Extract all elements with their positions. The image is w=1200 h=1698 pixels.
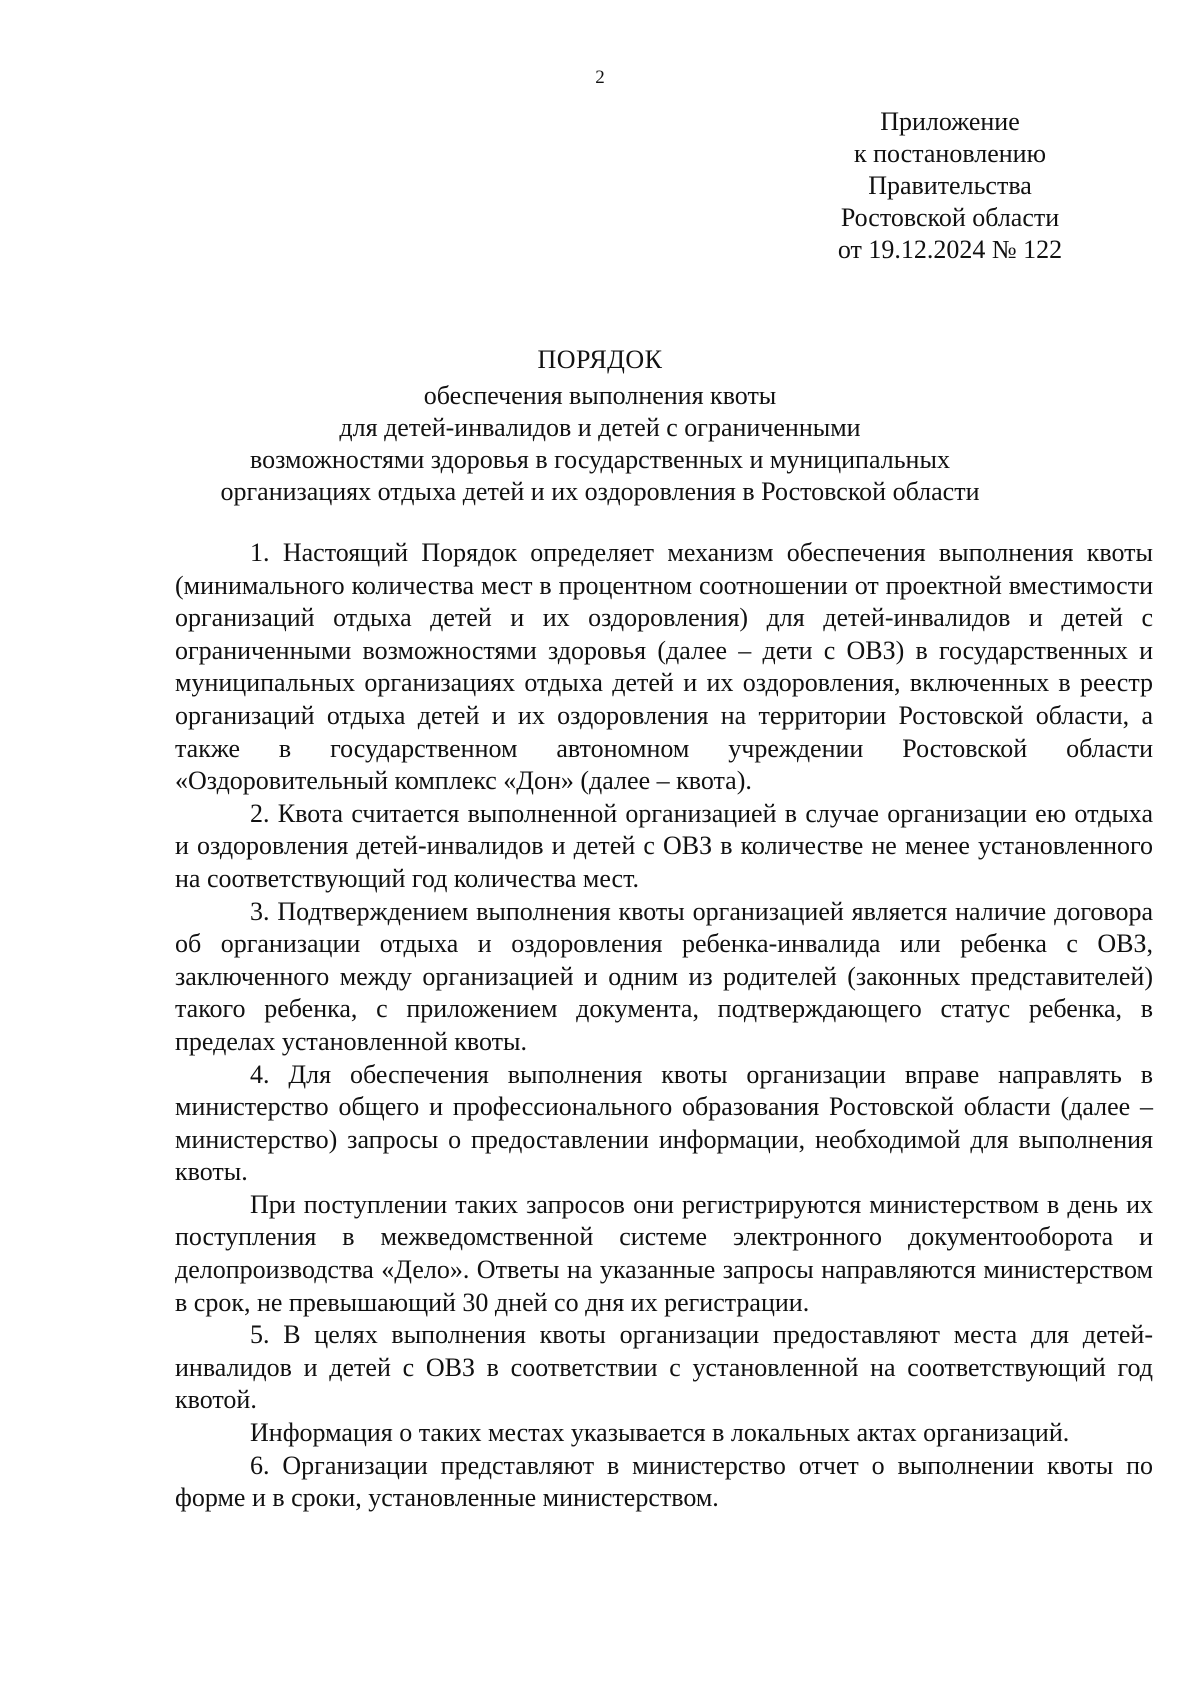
title-line-3: возможностями здоровья в государственных и муниципальных: [250, 445, 950, 474]
paragraph-2: 2. Квота считается выполненной организацией в случае организации ею отдыха и оздоровления детей-инвалидов и детей с ОВЗ в количестве не менее установленного на соответствующий год количества мест.: [175, 798, 1153, 893]
appendix-line-1: Приложение: [880, 107, 1020, 136]
paragraph-5-continued: Информация о таких местах указывается в локальных актах организаций.: [250, 1418, 1070, 1448]
title-line-2: для детей-инвалидов и детей с ограниченными: [339, 413, 861, 442]
appendix-line-4: Ростовской области: [840, 203, 1060, 232]
title-line-1: обеспечения выполнения квоты: [423, 381, 777, 410]
appendix-line-5: от 19.12.2024 № 122: [837, 235, 1063, 264]
paragraph-1: 1. Настоящий Порядок определяет механизм обеспечения выполнения квоты (минимального количества мест в процентном соотношении от проектной вместимости организаций отдыха детей и их оздоровления) для детей-инвалидов и детей с ограниченными возможностями здоровья (далее – дети с ОВЗ) в государственных и муниципальных организациях отдыха детей и их оздоровления, включенных в реестр организаций отдыха детей и их оздоровления на территории Ростовской области, а также в государственном автономном учреждении Ростовской области «Оздоровительный комплекс «Дон» (далее – квота).: [175, 538, 1153, 796]
paragraph-6: 6. Организации представляют в министерство отчет о выполнении квоты по форме и в сроки, установленные министерством.: [175, 1450, 1153, 1513]
title-line-4: организациях отдыха детей и их оздоровления в Ростовской области: [220, 477, 980, 506]
document-body: [175, 537, 1153, 1515]
paragraph-4-continued: При поступлении таких запросов они регистрируются министерством в день их поступления в межведомственной системе электронного документооборота и делопроизводства «Дело». Ответы на указанные запросы направляются министерством в срок, не превышающий 30 дней со дня их регистрации.: [175, 1189, 1153, 1317]
paragraph-5: 5. В целях выполнения квоты организации предоставляют места для детей-инвалидов и детей с ОВЗ в соответствии с установленной на соответствующий год квотой.: [175, 1320, 1153, 1415]
appendix-line-2: к постановлению: [853, 139, 1047, 168]
paragraph-4: 4. Для обеспечения выполнения квоты организации вправе направлять в министерство общего и профессионального образования Ростовской области (далее – министерство) запросы о предоставлении информации, необходимой для выполнения квоты.: [175, 1059, 1153, 1187]
appendix-line-3: Правительства: [868, 171, 1032, 200]
page-number: 2: [595, 67, 605, 88]
document-heading: ПОРЯДОК: [537, 345, 663, 374]
appendix-block: [790, 106, 1110, 266]
paragraph-3: 3. Подтверждением выполнения квоты организацией является наличие договора об организации отдыха и оздоровления ребенка-инвалида или ребенка с ОВЗ, заключенного между организацией и одним из родителей (законных представителей) такого ребенка, с приложением документа, подтверждающего статус ребенка, в пределах установленной квоты.: [175, 896, 1153, 1056]
document-title-block: [100, 344, 1100, 508]
